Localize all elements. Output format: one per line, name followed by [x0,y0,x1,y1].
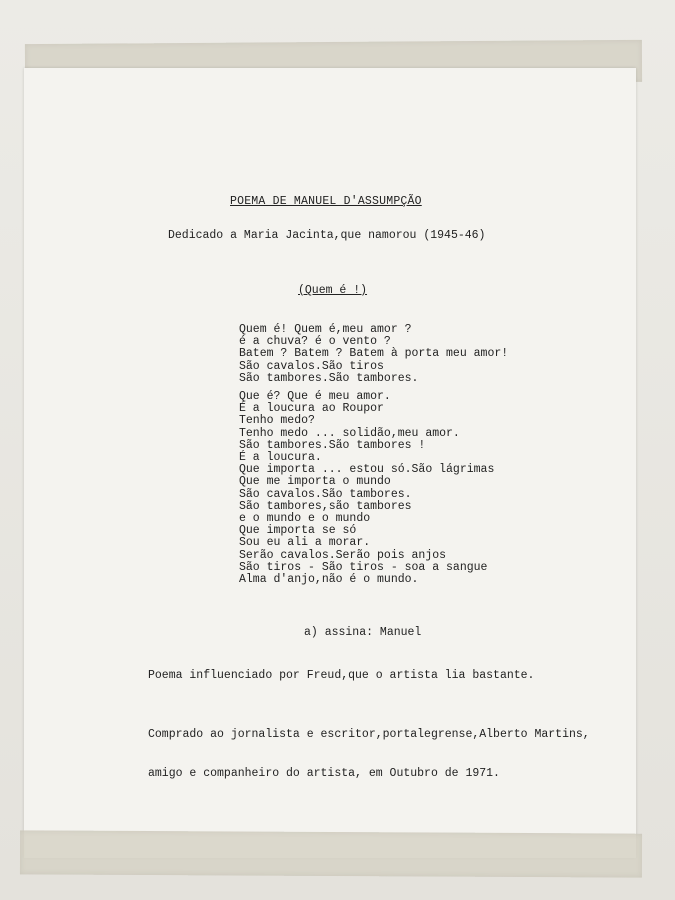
poem-line: Batem ? Batem ? Batem à porta meu amor! [239,347,509,361]
poem-line: Alma d'anjo,não é o mundo. [239,573,419,587]
signature-line: a) assina: Manuel [304,626,422,639]
poem-line: São cavalos.São tambores. [239,487,412,501]
dedication-line: Dedicado a Maria Jacinta,que namorou (1945-46) [168,229,486,242]
provenance-line: Comprado ao jornalista e escritor,portalegrense,Alberto Martins, [148,728,590,741]
poem-line: Sou eu ali a morar. [239,536,371,550]
poem-line: Tenho medo ... solidão,meu amor. [239,426,460,440]
poem-line: São tambores,são tambores [239,499,412,513]
stanza-1 [239,324,508,385]
poem-line: Que me importa o mundo [239,475,391,489]
poem-line: São tambores.São tambores ! [239,438,426,452]
poem-line: Que é? Que é meu amor. [239,390,391,403]
provenance-line: amigo e companheiro do artista, em Outubro de 1971. [148,767,500,780]
poem-line: Que importa ... estou só.São lágrimas [239,463,495,477]
poem-line: Quem é! Quem é,meu amor ? [239,323,412,336]
poem-line: Tenho medo? [239,414,315,428]
poem-title: POEMA DE MANUEL D'ASSUMPÇÃO [230,195,422,208]
tape-strip-bottom [20,830,642,877]
provenance-note [148,702,590,793]
poem-line: São tambores.São tambores. [239,371,419,385]
poem-subtitle: (Quem é !) [298,284,368,297]
poem-line: São cavalos.São tiros [239,359,384,373]
stanza-2 [239,391,494,586]
poem-line: e o mundo e o mundo [239,512,371,526]
poem-line: É a loucura. [239,451,322,465]
poem-line: é a chuva? é o vento ? [239,335,391,349]
poem-line: São tiros - São tiros - soa a sangue [239,560,488,574]
freud-note: Poema influenciado por Freud,que o artista lia bastante. [148,669,535,682]
poem-line: Que importa se só [239,524,357,538]
poem-line: É a loucura ao Roupor [239,402,384,416]
poem-line: Serão cavalos.Serão pois anjos [239,548,447,562]
